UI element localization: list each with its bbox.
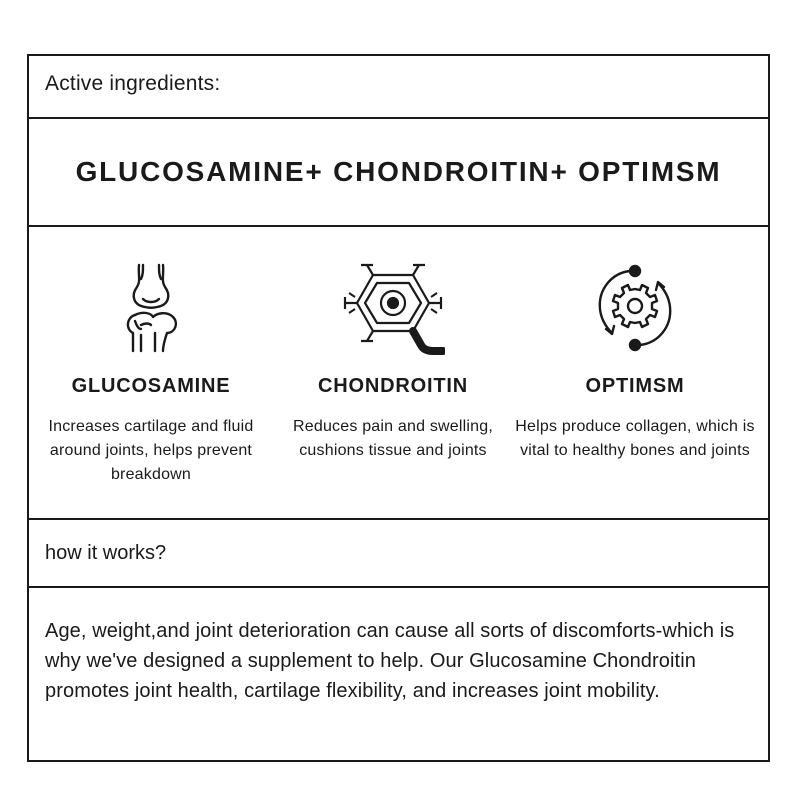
title-section — [29, 119, 768, 225]
ingredient-name: GLUCOSAMINE — [71, 375, 231, 397]
ingredients-columns — [29, 227, 768, 518]
ingredient-glucosamine — [31, 227, 271, 518]
molecule-hexagon-icon — [341, 263, 445, 357]
ingredients-card — [27, 54, 770, 762]
ingredient-chondroitin — [273, 227, 513, 518]
ingredient-name: OPTIMSM — [585, 375, 685, 397]
ingredient-description: Reduces pain and swelling, cushions tissue and joints — [293, 418, 493, 459]
how-it-works-label: how it works? — [45, 542, 167, 564]
description-text: Age, weight,and joint deterioration can cause all sorts of discomforts-which is why we've designed a supplement to help. Our Glucosamine Chondroitin promotes joint health, cartilage flexibility, and increases joint mobility. — [45, 620, 735, 702]
ingredient-optimsm — [515, 227, 755, 518]
gear-cycle-icon — [590, 263, 680, 353]
how-it-works-section — [29, 520, 768, 586]
ingredient-description: Helps produce collagen, which is vital to healthy bones and joints — [515, 418, 755, 459]
ingredient-name: CHONDROITIN — [318, 375, 468, 397]
ingredients-title: GLUCOSAMINE+ CHONDROITIN+ OPTIMSM — [75, 156, 722, 187]
header-section — [29, 56, 768, 117]
description-section — [29, 588, 768, 760]
ingredient-description: Increases cartilage and fluid around joints, helps prevent breakdown — [48, 418, 254, 483]
header-label: Active ingredients: — [45, 72, 221, 95]
joint-bone-icon — [121, 263, 181, 353]
